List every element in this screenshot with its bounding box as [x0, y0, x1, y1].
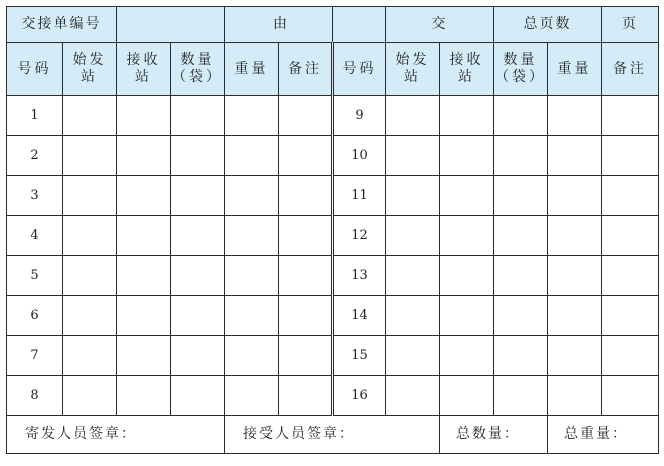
table-row: [7, 256, 659, 296]
entry-cell[interactable]: [440, 336, 494, 376]
entry-cell[interactable]: [494, 136, 548, 176]
row-number-left: 3: [7, 176, 63, 216]
entry-cell[interactable]: [279, 296, 333, 336]
entry-cell[interactable]: [440, 96, 494, 136]
entry-cell[interactable]: [548, 256, 602, 296]
entry-cell[interactable]: [548, 96, 602, 136]
row-number-left: 8: [7, 376, 63, 416]
entry-cell[interactable]: [548, 376, 602, 416]
entry-cell[interactable]: [225, 376, 279, 416]
entry-cell[interactable]: [279, 256, 333, 296]
order-number-label: 交接单编号: [7, 7, 117, 43]
entry-cell[interactable]: [63, 96, 117, 136]
row-number-left: 2: [7, 136, 63, 176]
entry-cell[interactable]: [494, 96, 548, 136]
entry-cell[interactable]: [171, 216, 225, 256]
entry-cell[interactable]: [548, 336, 602, 376]
col-header-quantity-right: 数量 （袋）: [494, 43, 548, 96]
row-number-left: 5: [7, 256, 63, 296]
col-header-weight-right: 重量: [548, 43, 602, 96]
entry-cell[interactable]: [602, 376, 659, 416]
table-row: [7, 216, 659, 256]
entry-cell[interactable]: [117, 296, 171, 336]
entry-cell[interactable]: [117, 96, 171, 136]
total-weight-label[interactable]: 总重量：: [548, 416, 659, 454]
row-number-right: 13: [333, 256, 386, 296]
entry-cell[interactable]: [386, 216, 440, 256]
col-header-quantity: 数量 （袋）: [171, 43, 225, 96]
entry-cell[interactable]: [386, 296, 440, 336]
entry-cell[interactable]: [171, 256, 225, 296]
entry-cell[interactable]: [225, 96, 279, 136]
entry-cell[interactable]: [279, 216, 333, 256]
table-row: [7, 136, 659, 176]
entry-cell[interactable]: [117, 256, 171, 296]
entry-cell[interactable]: [602, 216, 659, 256]
total-pages-label: 总页数: [494, 7, 602, 43]
entry-cell[interactable]: [225, 136, 279, 176]
entry-cell[interactable]: [386, 256, 440, 296]
table-row: [7, 296, 659, 336]
entry-cell[interactable]: [63, 136, 117, 176]
entry-cell[interactable]: [602, 136, 659, 176]
entry-cell[interactable]: [279, 376, 333, 416]
row-number-right: 11: [333, 176, 386, 216]
entry-cell[interactable]: [63, 376, 117, 416]
entry-cell[interactable]: [602, 336, 659, 376]
entry-cell[interactable]: [548, 216, 602, 256]
entry-cell[interactable]: [279, 336, 333, 376]
col-header-origin-right: 始发 站: [386, 43, 440, 96]
col-header-weight: 重量: [225, 43, 279, 96]
entry-cell[interactable]: [63, 176, 117, 216]
entry-cell[interactable]: [386, 336, 440, 376]
entry-cell[interactable]: [494, 216, 548, 256]
row-number-left: 1: [7, 96, 63, 136]
entry-cell[interactable]: [63, 336, 117, 376]
from-label-cell: [273, 7, 386, 43]
col-header-number: 号码: [7, 43, 63, 96]
entry-cell[interactable]: [440, 256, 494, 296]
col-header-destination-right: 接收 站: [440, 43, 494, 96]
row-number-right: 9: [333, 96, 386, 136]
sender-signature-label[interactable]: 寄发人员签章：: [7, 416, 225, 454]
receiver-signature-label[interactable]: 接受人员签章：: [225, 416, 440, 454]
entry-cell[interactable]: [494, 376, 548, 416]
entry-cell[interactable]: [548, 136, 602, 176]
to-label-cell: [386, 7, 494, 43]
entry-cell[interactable]: [117, 216, 171, 256]
entry-cell[interactable]: [386, 96, 440, 136]
col-header-number-right: 号码: [333, 43, 386, 96]
entry-cell[interactable]: [279, 136, 333, 176]
entry-cell[interactable]: [171, 176, 225, 216]
entry-cell[interactable]: [548, 176, 602, 216]
entry-cell[interactable]: [225, 296, 279, 336]
pages-label: 页: [602, 7, 659, 43]
entry-cell[interactable]: [171, 136, 225, 176]
table-row: [7, 176, 659, 216]
row-number-right: 15: [333, 336, 386, 376]
col-header-remarks-right: 备注: [602, 43, 659, 96]
entry-cell[interactable]: [602, 256, 659, 296]
total-quantity-label[interactable]: 总数量：: [440, 416, 548, 454]
entry-cell[interactable]: [117, 136, 171, 176]
header-row: [7, 43, 659, 96]
entry-cell[interactable]: [494, 296, 548, 336]
entry-cell[interactable]: [440, 176, 494, 216]
from-label: 由: [273, 16, 289, 32]
entry-cell[interactable]: [225, 216, 279, 256]
entry-cell[interactable]: [494, 256, 548, 296]
entry-cell[interactable]: [386, 176, 440, 216]
table-row: [7, 376, 659, 416]
entry-cell[interactable]: [386, 376, 440, 416]
entry-cell[interactable]: [602, 96, 659, 136]
row-number-right: 14: [333, 296, 386, 336]
table-row: [7, 336, 659, 376]
entry-cell[interactable]: [279, 96, 333, 136]
entry-cell[interactable]: [63, 256, 117, 296]
row-number-right: 10: [333, 136, 386, 176]
col-header-destination: 接收 站: [117, 43, 171, 96]
entry-cell[interactable]: [602, 176, 659, 216]
entry-cell[interactable]: [117, 376, 171, 416]
entry-cell[interactable]: [440, 376, 494, 416]
top-row: [7, 7, 659, 43]
entry-cell[interactable]: [171, 96, 225, 136]
entry-cell[interactable]: [171, 296, 225, 336]
entry-cell[interactable]: [494, 336, 548, 376]
col-header-origin: 始发 站: [63, 43, 117, 96]
data-rows: [7, 96, 659, 416]
table-row: [7, 96, 659, 136]
to-label: 交: [431, 16, 448, 32]
entry-cell[interactable]: [117, 176, 171, 216]
entry-cell[interactable]: [602, 296, 659, 336]
order-number-value[interactable]: [117, 7, 225, 43]
footer-row: [7, 416, 659, 454]
entry-cell[interactable]: [440, 136, 494, 176]
entry-cell[interactable]: [440, 296, 494, 336]
entry-cell[interactable]: [63, 296, 117, 336]
entry-cell[interactable]: [386, 136, 440, 176]
entry-cell[interactable]: [440, 216, 494, 256]
col-header-remarks: 备注: [279, 43, 333, 96]
entry-cell[interactable]: [63, 216, 117, 256]
entry-cell[interactable]: [225, 336, 279, 376]
row-number-left: 4: [7, 216, 63, 256]
row-number-left: 7: [7, 336, 63, 376]
entry-cell[interactable]: [225, 176, 279, 216]
entry-cell[interactable]: [548, 296, 602, 336]
handover-form: [6, 6, 659, 454]
row-number-left: 6: [7, 296, 63, 336]
entry-cell[interactable]: [494, 176, 548, 216]
entry-cell[interactable]: [225, 256, 279, 296]
entry-cell[interactable]: [171, 336, 225, 376]
entry-cell[interactable]: [279, 176, 333, 216]
row-number-right: 16: [333, 376, 386, 416]
entry-cell[interactable]: [171, 376, 225, 416]
entry-cell[interactable]: [117, 336, 171, 376]
row-number-right: 12: [333, 216, 386, 256]
